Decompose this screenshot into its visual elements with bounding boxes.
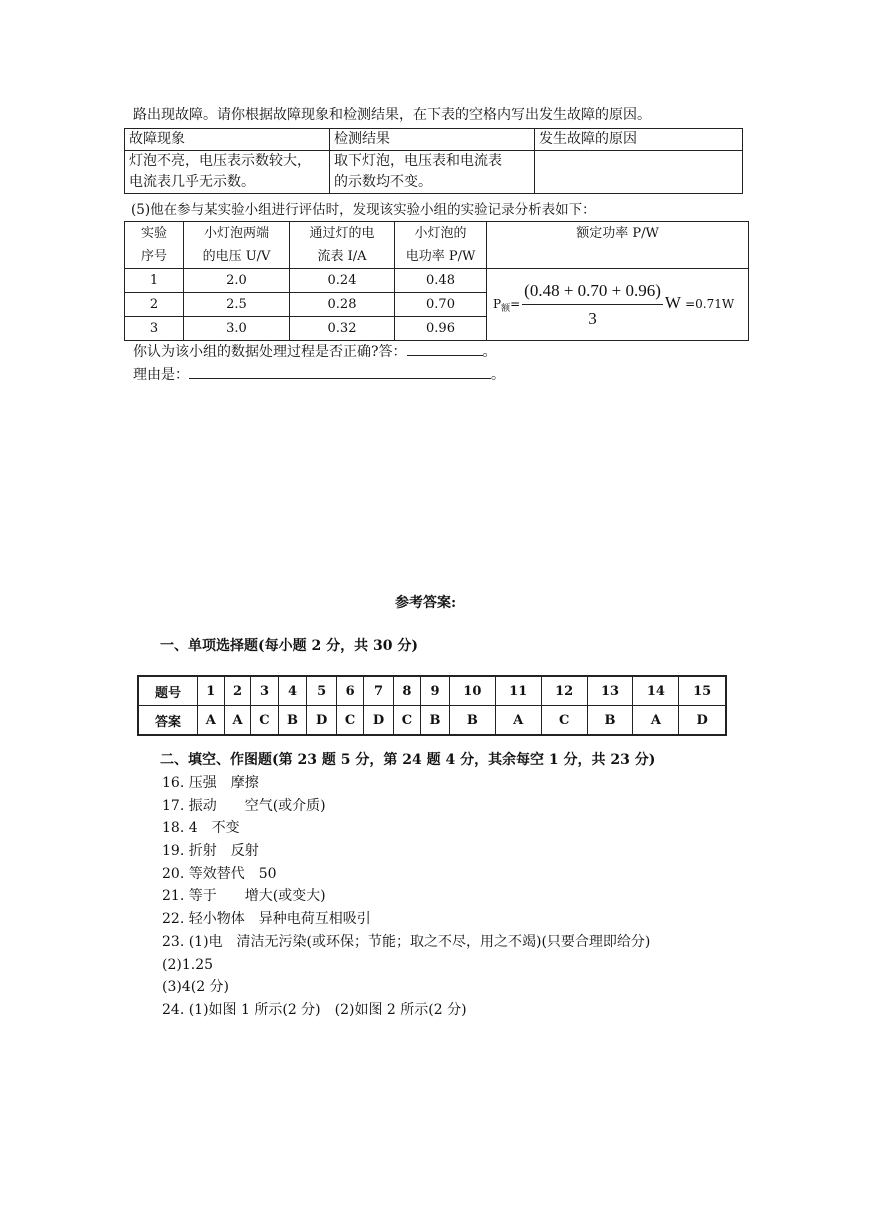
header-voltage-line1: 小灯泡两端 — [203, 226, 269, 241]
answer-cell: B — [278, 706, 307, 736]
reason-blank[interactable] — [189, 364, 491, 379]
answer-cell: A — [495, 706, 541, 736]
formula-equals: = — [510, 297, 521, 311]
fault-result-line2: 的示数均不变。 — [334, 174, 432, 190]
reason-line — [133, 364, 505, 385]
question-number: 13 — [587, 676, 633, 706]
question-number: 11 — [495, 676, 541, 706]
reason-label: 理由是： — [133, 367, 189, 383]
data-cell: 1 — [125, 269, 184, 293]
data-cell: 3.0 — [184, 317, 290, 341]
header-power — [395, 222, 487, 269]
data-cell: 0.32 — [290, 317, 395, 341]
formula-denominator: 3 — [588, 309, 597, 328]
question-number: 12 — [541, 676, 587, 706]
fault-table-header-row — [125, 129, 743, 151]
data-table — [124, 221, 749, 341]
header-rated-power: 额定功率 P/W — [487, 222, 749, 269]
question-number: 7 — [364, 676, 394, 706]
data-cell: 0.28 — [290, 293, 395, 317]
question-text: 你认为该小组的数据处理过程是否正确?答： — [133, 344, 407, 360]
answer-table-number-row — [138, 676, 726, 706]
answer-cell: B — [449, 706, 495, 736]
question-number: 15 — [679, 676, 726, 706]
header-voltage — [184, 222, 290, 269]
header-current-line1: 通过灯的电 — [309, 226, 375, 241]
question-number: 9 — [421, 676, 450, 706]
formula-numerator: (0.48 + 0.70 + 0.96) — [522, 279, 663, 305]
data-cell: 0.96 — [395, 317, 487, 341]
header-power-line2: 电功率 P/W — [405, 249, 476, 264]
answer-cell: A — [198, 706, 225, 736]
data-cell: 0.24 — [290, 269, 395, 293]
intro-line: 路出现故障。请你根据故障现象和检测结果，在下表的空格内写出发生故障的原因。 — [133, 107, 651, 123]
header-trial-line1: 实验 — [140, 226, 167, 241]
data-cell: 0.70 — [395, 293, 487, 317]
fault-header-result: 检测结果 — [330, 129, 535, 151]
answers-title: 参考答案: — [395, 595, 457, 611]
formula-fraction — [522, 279, 663, 330]
fault-table-row — [125, 151, 743, 194]
answer-cell: D — [679, 706, 726, 736]
question-number: 3 — [251, 676, 278, 706]
header-trial-line2: 序号 — [140, 249, 167, 264]
answer-table — [137, 675, 727, 736]
answer-line-20: 20. 等效替代 50 — [162, 865, 277, 882]
rated-power-formula — [487, 269, 749, 341]
question-number: 8 — [393, 676, 420, 706]
fault-phenomenon-line1: 灯泡不亮，电压表示数较大， — [129, 153, 311, 169]
data-row-1 — [125, 269, 749, 293]
header-trial — [125, 222, 184, 269]
answer-cell: D — [307, 706, 337, 736]
answer-lines — [162, 772, 650, 1022]
answer-table-row2-label: 答案 — [138, 706, 198, 736]
question-number: 4 — [278, 676, 307, 706]
answer-cell: C — [541, 706, 587, 736]
question-number: 5 — [307, 676, 337, 706]
question-number: 1 — [198, 676, 225, 706]
answer-line-17: 17. 振动 空气(或介质) — [162, 797, 326, 814]
answer-blank[interactable] — [407, 341, 483, 356]
answer-cell: D — [364, 706, 394, 736]
fault-phenomenon-cell — [125, 151, 330, 194]
formula-prefix: P — [493, 297, 502, 311]
answer-line-21: 21. 等于 增大(或变大) — [162, 888, 326, 905]
question-number: 10 — [449, 676, 495, 706]
answer-cell: C — [336, 706, 363, 736]
answer-line-23: 23. (1)电 清洁无污染(或环保；节能；取之不尽，用之不竭)(只要合理即给分) — [162, 933, 651, 950]
answer-line-23-3: (3)4(2 分) — [162, 979, 230, 996]
data-table-header-row — [125, 222, 749, 269]
fault-cause-cell[interactable] — [535, 151, 743, 194]
question-line — [133, 341, 497, 362]
fault-header-cause: 发生故障的原因 — [535, 129, 743, 151]
fault-table — [124, 128, 743, 194]
fault-header-phenomenon: 故障现象 — [125, 129, 330, 151]
header-current-line2: 流表 I/A — [317, 249, 367, 264]
data-cell: 2 — [125, 293, 184, 317]
part5-line: (5)他在参与某实验小组进行评估时，发现该实验小组的实验记录分析表如下： — [131, 202, 596, 218]
answer-line-19: 19. 折射 反射 — [162, 843, 259, 860]
section2-title: 二、填空、作图题(第 23 题 5 分，第 24 题 4 分，其余每空 1 分，共 23 分) — [160, 752, 656, 768]
data-cell: 3 — [125, 317, 184, 341]
answer-cell: B — [421, 706, 450, 736]
answer-cell: A — [224, 706, 251, 736]
question-number: 6 — [336, 676, 363, 706]
answer-cell: C — [393, 706, 420, 736]
fault-phenomenon-line2: 电流表几乎无示数。 — [129, 174, 255, 190]
answer-line-18: 18. 4 不变 — [162, 820, 240, 837]
answer-line-24: 24. (1)如图 1 所示(2 分) (2)如图 2 所示(2 分) — [162, 1001, 467, 1018]
header-current — [290, 222, 395, 269]
section1-title: 一、单项选择题(每小题 2 分，共 30 分) — [160, 638, 418, 654]
question-number: 2 — [224, 676, 251, 706]
fault-result-cell — [330, 151, 535, 194]
data-cell: 0.48 — [395, 269, 487, 293]
answer-table-answer-row — [138, 706, 726, 736]
fault-result-line1: 取下灯泡，电压表和电流表 — [334, 153, 502, 169]
header-voltage-line2: 的电压 U/V — [202, 249, 271, 264]
formula-unit: W — [664, 293, 681, 312]
data-cell: 2.5 — [184, 293, 290, 317]
answer-line-23-2: (2)1.25 — [162, 956, 214, 973]
formula-result: =0.71W — [685, 297, 735, 311]
question-number: 14 — [633, 676, 679, 706]
answer-cell: C — [251, 706, 278, 736]
answer-line-16: 16. 压强 摩擦 — [162, 775, 259, 791]
data-cell: 2.0 — [184, 269, 290, 293]
answer-cell: B — [587, 706, 633, 736]
answer-line-22: 22. 轻小物体 异种电荷互相吸引 — [162, 911, 371, 928]
header-power-line1: 小灯泡的 — [414, 226, 467, 241]
answer-table-row1-label: 题号 — [138, 676, 198, 706]
formula-subscript: 额 — [501, 304, 511, 314]
answer-cell: A — [633, 706, 679, 736]
reason-end: 。 — [491, 367, 505, 383]
question-end: 。 — [482, 344, 497, 360]
